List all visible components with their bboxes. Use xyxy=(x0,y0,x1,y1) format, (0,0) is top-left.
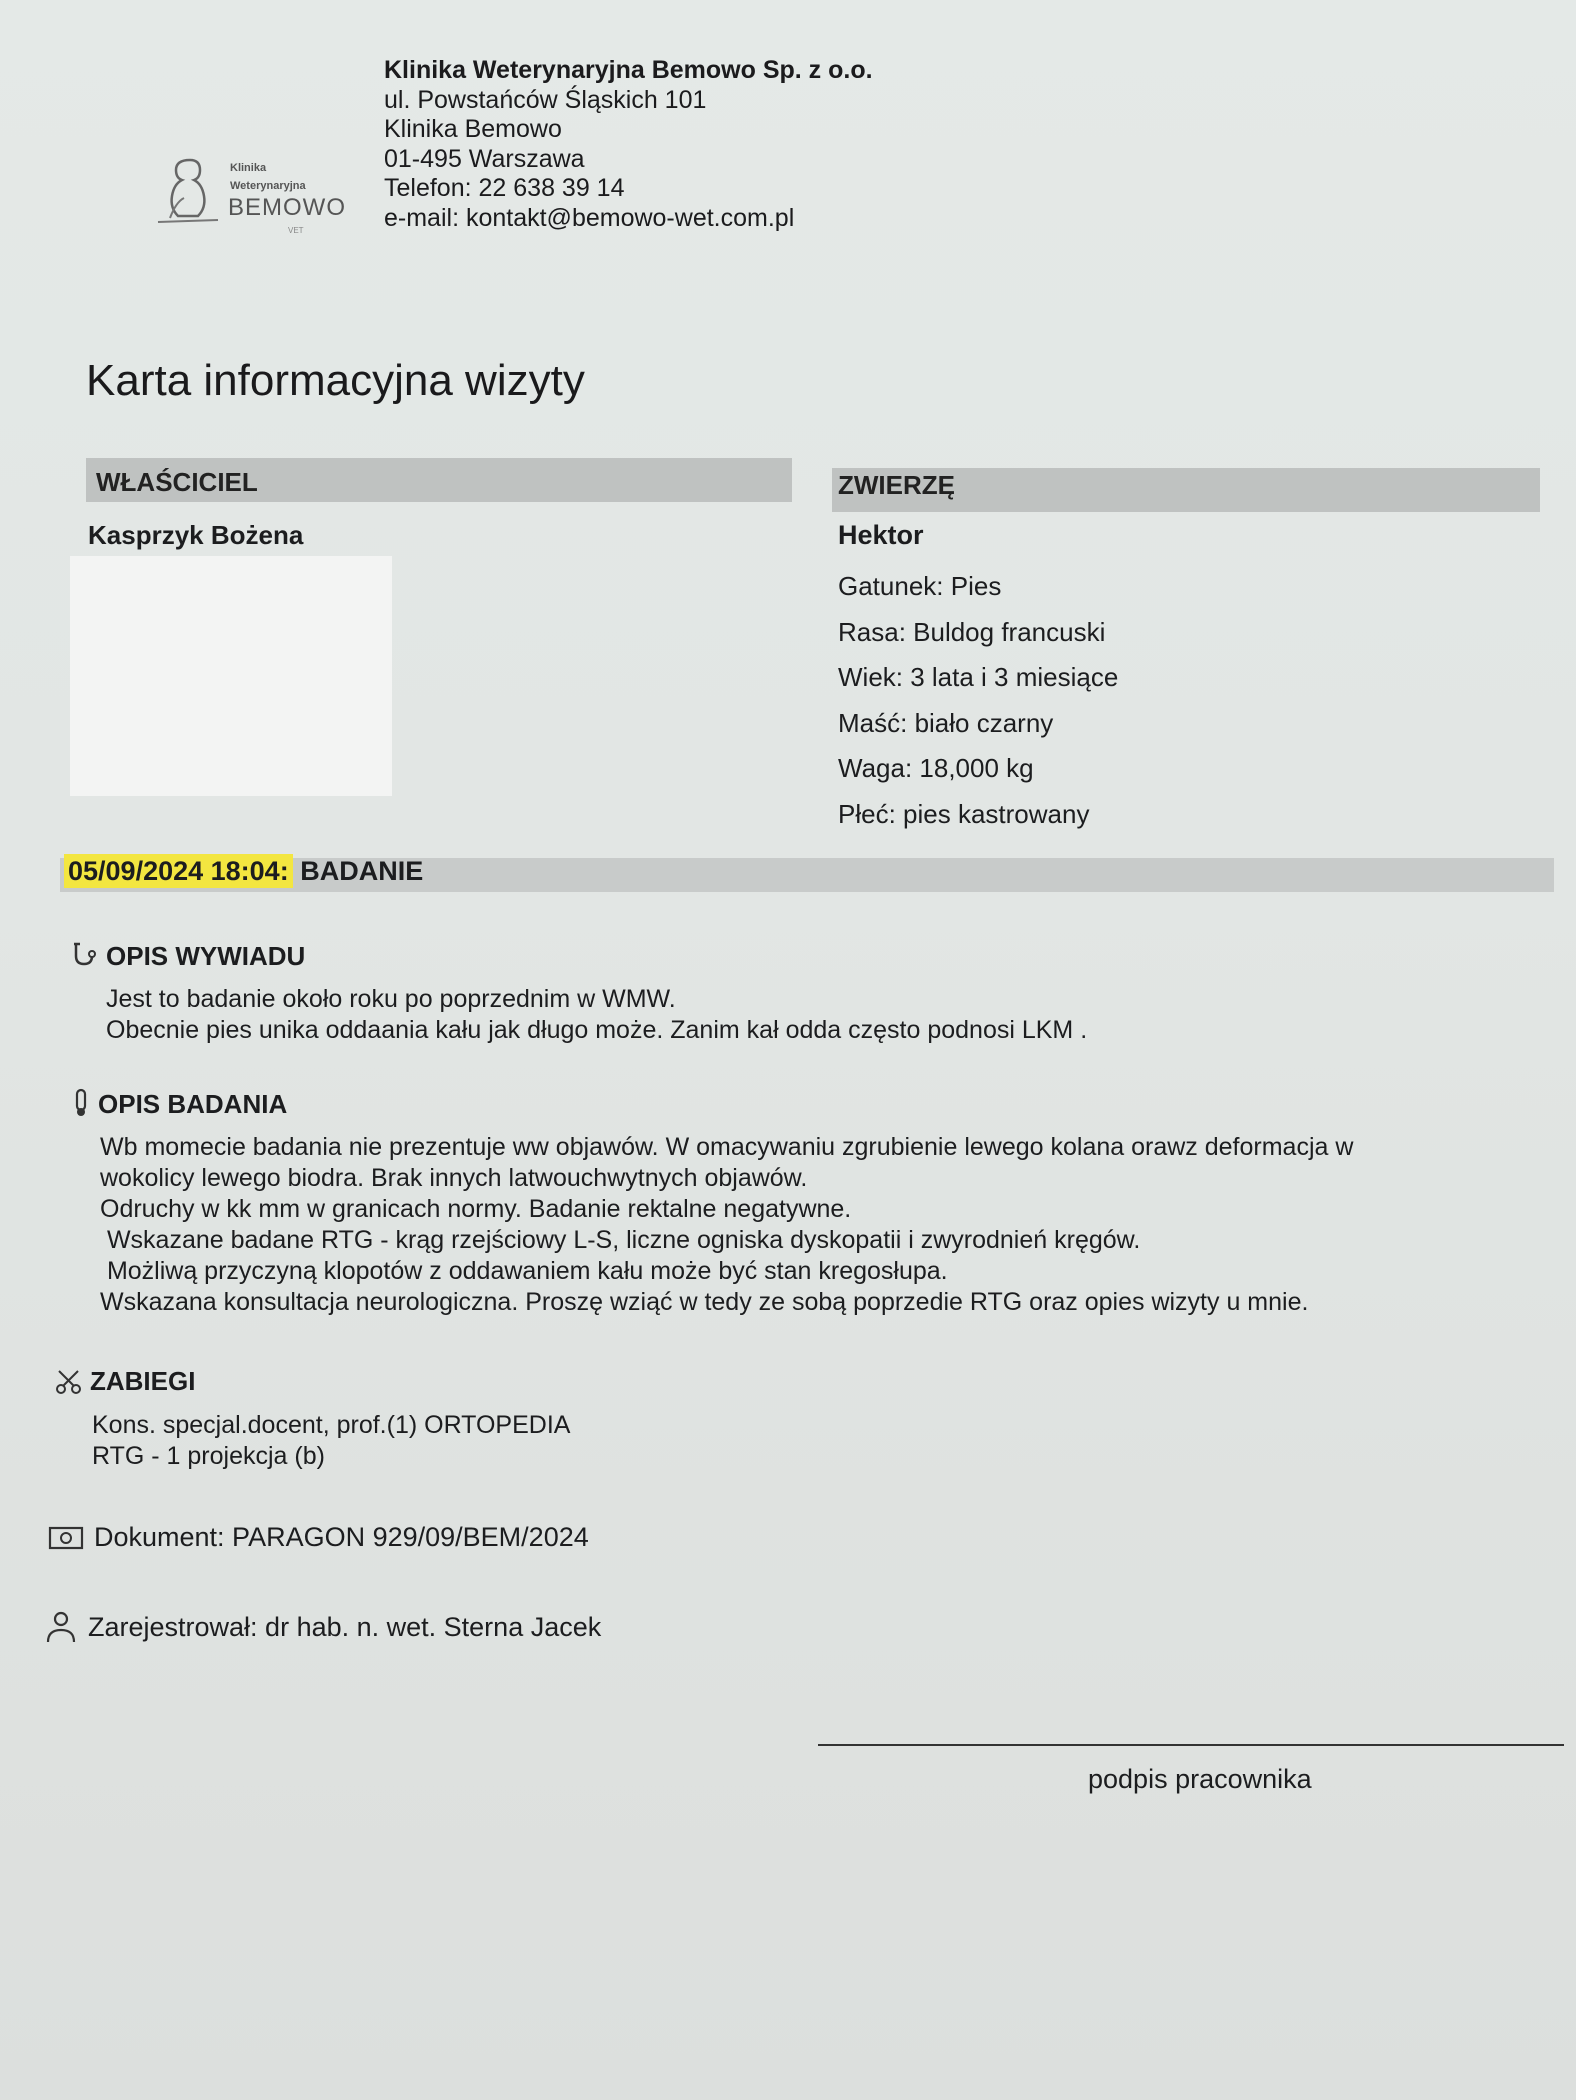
animal-sex: Płeć: pies kastrowany xyxy=(838,798,1090,829)
visit-header xyxy=(64,856,423,887)
dog-icon xyxy=(150,152,230,232)
signature-line xyxy=(818,1744,1564,1746)
animal-weight: Waga: 18,000 kg xyxy=(838,753,1034,783)
thermometer-icon xyxy=(70,1088,92,1120)
exam-line: Wb momecie badania nie prezentuje ww objawów. W omacywaniu zgrubienie lewego kolana orawz deformacja w xyxy=(100,1133,1354,1161)
exam-section-header xyxy=(70,1088,287,1120)
animal-species: Gatunek: Pies xyxy=(838,571,1002,601)
exam-line: Wskazana konsultacja neurologiczna. Proszę wziąć w tedy ze sobą poprzedie RTG oraz opies wizyty u mnie. xyxy=(100,1288,1309,1316)
exam-body xyxy=(100,1132,1353,1318)
animal-header: ZWIERZĘ xyxy=(838,470,955,500)
doctor-icon xyxy=(44,1610,78,1644)
registered-by: Zarejestrował: dr hab. n. wet. Sterna Jacek xyxy=(88,1611,602,1642)
animal-age: Wiek: 3 lata i 3 miesiące xyxy=(838,662,1119,692)
clinic-street: ul. Powstańców Śląskich 101 xyxy=(384,85,707,114)
scissors-icon xyxy=(54,1367,84,1397)
clinic-phone: Telefon: 22 638 39 14 xyxy=(384,174,625,202)
clinic-branch: Klinika Bemowo xyxy=(384,115,562,143)
clinic-logo xyxy=(150,152,360,252)
interview-body xyxy=(106,984,1087,1046)
document-line xyxy=(48,1522,589,1553)
logo-text-bemowo: BEMOWO xyxy=(228,194,346,221)
owner-name: Kasprzyk Bożena xyxy=(88,520,304,550)
procedures-header: ZABIEGI xyxy=(90,1366,196,1396)
interview-header: OPIS WYWIADU xyxy=(106,940,306,971)
owner-header-band xyxy=(86,458,792,502)
owner-header: WŁAŚCICIEL xyxy=(96,467,258,497)
procedure-line: RTG - 1 projekcja (b) xyxy=(92,1442,325,1470)
interview-line: Jest to badanie około roku po poprzednim w WMW. xyxy=(106,985,676,1013)
procedures-section-header xyxy=(54,1366,195,1397)
visit-type: BADANIE xyxy=(300,856,424,886)
clinic-info xyxy=(384,56,873,233)
exam-line: Wskazane badane RTG - krąg rzejściowy L-S, liczne ogniska dyskopatii i zwyrodnień kręgów. xyxy=(100,1226,1141,1254)
interview-line: Obecnie pies unika oddaania kału jak długo może. Zanim kał odda często podnosi LKM . xyxy=(106,1016,1088,1044)
animal-breed: Rasa: Buldog francuski xyxy=(838,616,1106,647)
logo-text-vet: VET xyxy=(288,226,304,235)
logo-text-weterynaryjna: Weterynaryjna xyxy=(230,180,306,192)
animal-header-band xyxy=(832,468,1540,512)
exam-line: Odruchy w kk mm w granicach normy. Badanie rektalne negatywne. xyxy=(100,1195,852,1223)
clinic-email: e-mail: kontakt@bemowo-wet.com.pl xyxy=(384,203,795,232)
exam-line: Możliwą przyczyną klopotów z oddawaniem kału może być stan kregosłupa. xyxy=(100,1257,948,1285)
clinic-city: 01-495 Warszawa xyxy=(384,144,585,173)
procedure-line: Kons. specjal.docent, prof.(1) ORTOPEDIA xyxy=(92,1411,571,1439)
document-number: Dokument: PARAGON 929/09/BEM/2024 xyxy=(94,1522,589,1552)
cash-icon xyxy=(48,1525,84,1551)
redacted-address-block xyxy=(70,556,392,796)
animal-name: Hektor xyxy=(838,520,924,550)
exam-line: wokolicy lewego biodra. Brak innych latwouchwytnych objawów. xyxy=(100,1164,808,1192)
procedures-body xyxy=(92,1410,570,1472)
visit-date: 05/09/2024 18:04: xyxy=(64,854,293,888)
animal-coat: Maść: biało czarny xyxy=(838,707,1054,738)
document-title: Karta informacyjna wizyty xyxy=(86,356,585,405)
exam-header: OPIS BADANIA xyxy=(98,1088,288,1119)
signature-label: podpis pracownika xyxy=(1088,1764,1312,1794)
clinic-name: Klinika Weterynaryjna Bemowo Sp. z o.o. xyxy=(384,56,873,84)
stethoscope-icon xyxy=(68,940,100,972)
animal-attributes xyxy=(838,564,1118,837)
registered-line xyxy=(44,1610,601,1644)
interview-section-header xyxy=(68,940,305,972)
logo-text-klinika: Klinika xyxy=(230,162,267,174)
